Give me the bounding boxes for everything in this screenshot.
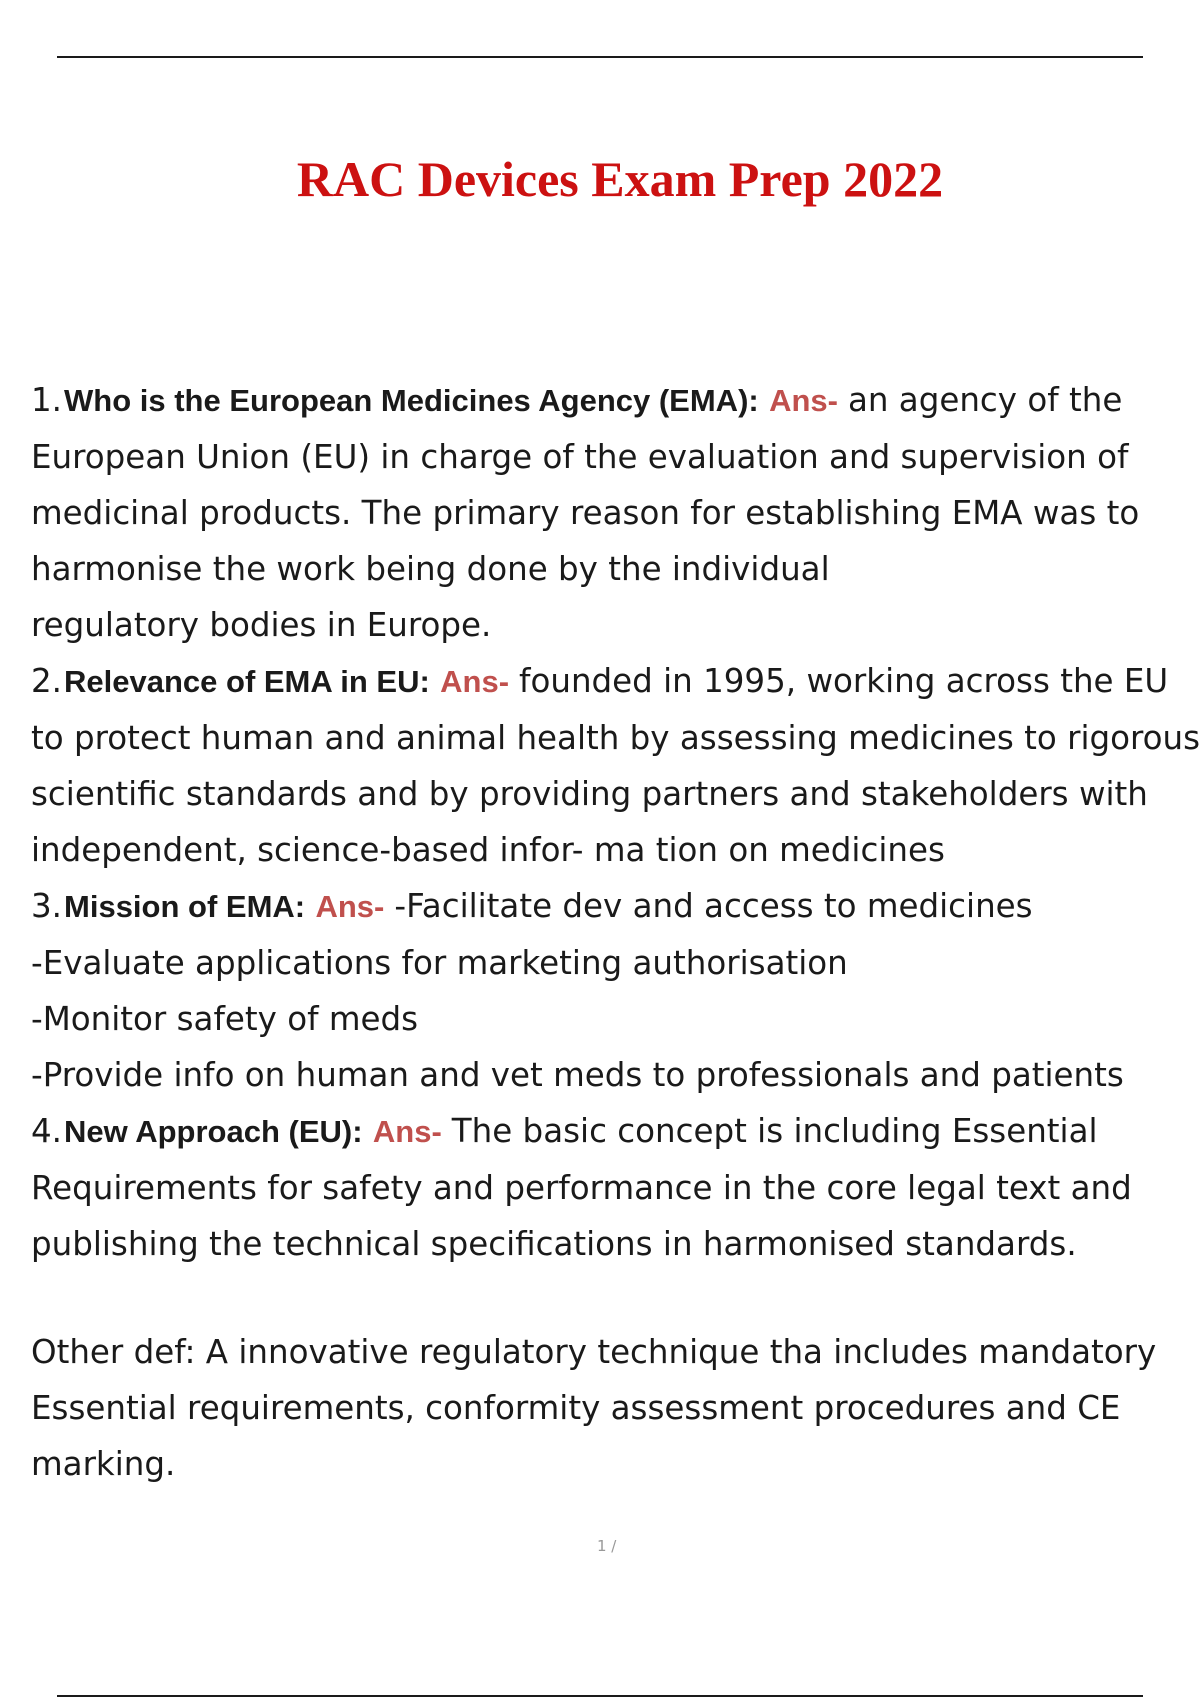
other-def-line: Essential requirements, conformity assessment procedures and CE [31,1389,1121,1427]
answer-line: an agency of the [847,381,1123,419]
answer-line: Requirements for safety and performance in the core legal text and [31,1169,1132,1207]
qa-item-2 [31,653,1200,878]
item-number: 1. [31,381,63,419]
qa-item-4 [31,1103,1196,1492]
qa-first-line [31,878,1196,935]
page-title: RAC Devices Exam Prep 2022 [296,151,944,207]
qa-item-1 [31,372,1196,653]
question-text: Relevance of EMA in EU: [64,664,430,699]
qa-item-3 [31,878,1196,1103]
answer-label: Ans- [440,664,510,699]
answer-label: Ans- [769,383,838,418]
page-number: 1 / [597,1537,617,1555]
answer-line: founded in 1995, working across the EU [519,662,1169,700]
top-rule [57,56,1143,58]
answer-line: publishing the technical specifications in harmonised standards. [31,1225,1077,1263]
question-text: Mission of EMA: [64,889,306,924]
answer-label: Ans- [315,889,385,924]
answer-line: European Union (EU) in charge of the evaluation and supervision of [31,438,1129,476]
answer-line: -Monitor safety of meds [31,1000,419,1038]
bottom-rule [57,1695,1143,1697]
question-text: Who is the European Medicines Agency (EMA): [64,383,759,418]
answer-line: medicinal products. The primary reason for establishing EMA was to [31,494,1140,532]
document-body [31,372,1200,1492]
answer-line: harmonise the work being done by the individual [31,550,830,588]
answer-line: independent, science-based infor- ma tion on medicines [31,831,945,869]
item-number: 3. [31,887,63,925]
item-number: 2. [31,662,63,700]
other-def-line: marking. [31,1445,176,1483]
qa-first-line [31,653,1196,710]
answer-line: to protect human and animal health by assessing medicines to rigorous [31,719,1200,757]
answer-line: scientific standards and by providing partners and stakeholders with [31,775,1148,813]
question-text: New Approach (EU): [64,1114,363,1149]
other-def-line: Other def: A innovative regulatory technique tha includes mandatory [31,1333,1157,1371]
answer-line: -Evaluate applications for marketing authorisation [31,944,848,982]
qa-first-line [31,1103,1196,1160]
paragraph-gap [31,1272,1196,1324]
qa-first-line [31,372,1196,429]
answer-line: -Facilitate dev and access to medicines [394,887,1033,925]
answer-line: regulatory bodies in Europe. [31,606,492,644]
answer-line: The basic concept is including Essential [451,1112,1098,1150]
answer-label: Ans- [372,1114,442,1149]
item-number: 4. [31,1112,63,1150]
answer-line: -Provide info on human and vet meds to professionals and patients [31,1056,1124,1094]
